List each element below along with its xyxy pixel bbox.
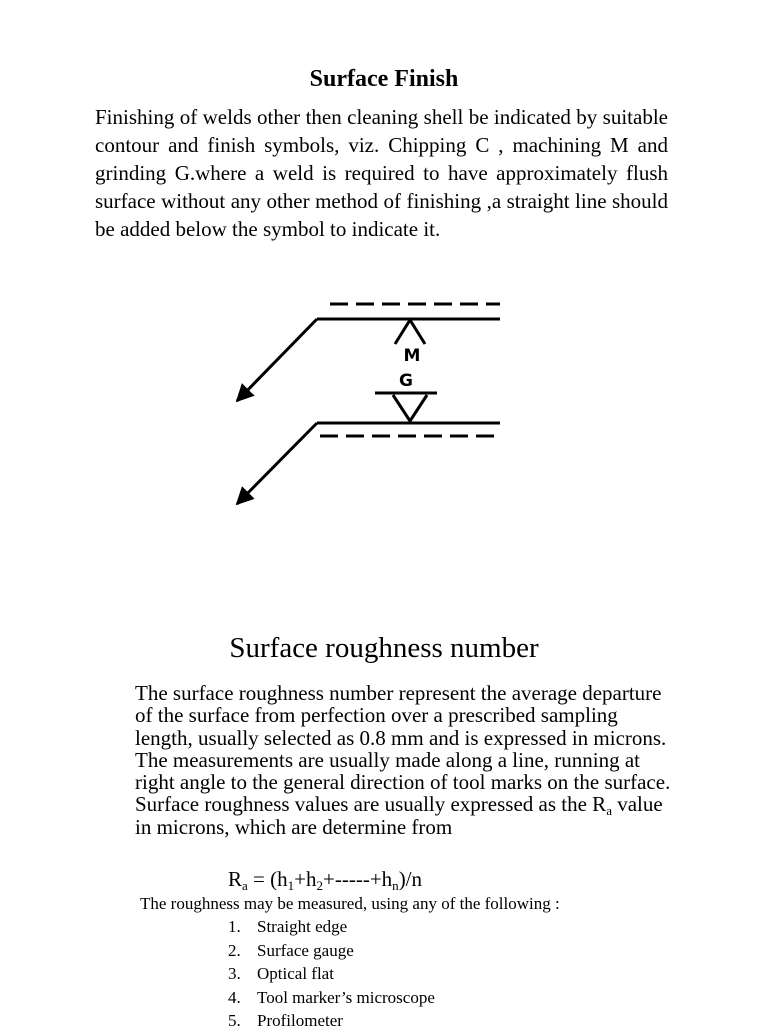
formula-ra: R	[228, 867, 243, 891]
formula-part2: +h	[294, 867, 317, 891]
list-item	[228, 1009, 435, 1033]
top-arrow-reference	[237, 304, 500, 401]
measurement-methods-list	[228, 915, 435, 1033]
list-text: Optical flat	[257, 964, 334, 983]
list-item	[228, 915, 435, 939]
list-number: 4.	[228, 987, 241, 1007]
roughness-paragraph-main: The surface roughness number represent the average departure of the surface from perfection over a prescribed sampling length, usually selected as 0.8 mm and is expressed in microns. The measurements are usually made along a line, running at right angle to the general direction of tool marks on the surface. Surface roughness values are usually expressed as the R	[135, 681, 671, 817]
list-text: Tool marker’s microscope	[257, 987, 435, 1007]
surface-finish-paragraph: Finishing of welds other then cleaning shell be indicated by suitable contour and finish symbols, viz. Chipping C , machining M and grinding G.where a weld is required to have approximately flush surface without any other method of finishing ,a straight line should be added below the symbol to indicate it.	[95, 105, 668, 241]
list-number: 3.	[228, 964, 241, 983]
formula-subn: n	[392, 877, 399, 893]
roughness-paragraph-tail: value in microns, which are determine from	[135, 792, 663, 839]
grinding-symbol-label: G	[399, 371, 413, 391]
formula-sub2: 2	[316, 877, 324, 893]
list-item	[228, 939, 435, 963]
roughness-paragraph	[135, 682, 675, 838]
formula-part4: )/n	[398, 867, 423, 891]
roughness-formula	[228, 867, 422, 891]
machining-symbol-label: M	[403, 346, 421, 366]
list-item	[228, 962, 435, 986]
list-number: 2.	[228, 940, 241, 960]
measurement-intro: The roughness may be measured, using any of the following :	[140, 894, 560, 913]
bottom-arrow-reference	[237, 423, 500, 504]
formula-part3: +-----+h	[323, 867, 393, 891]
list-item	[228, 986, 435, 1010]
page-title: Surface Finish	[309, 66, 459, 92]
formula-ra-sub: a	[242, 877, 248, 893]
ra-subscript: a	[606, 803, 612, 819]
weld-symbol-diagram	[225, 295, 515, 515]
list-text: Profilometer	[257, 1011, 343, 1030]
formula-sub1: 1	[287, 877, 295, 893]
section-heading: Surface roughness number	[229, 632, 539, 664]
list-text: Straight edge	[257, 917, 348, 936]
list-number: 5.	[228, 1011, 241, 1030]
list-number: 1.	[228, 917, 241, 936]
list-text: Surface gauge	[257, 940, 354, 960]
formula-part1: = (h	[247, 867, 288, 891]
